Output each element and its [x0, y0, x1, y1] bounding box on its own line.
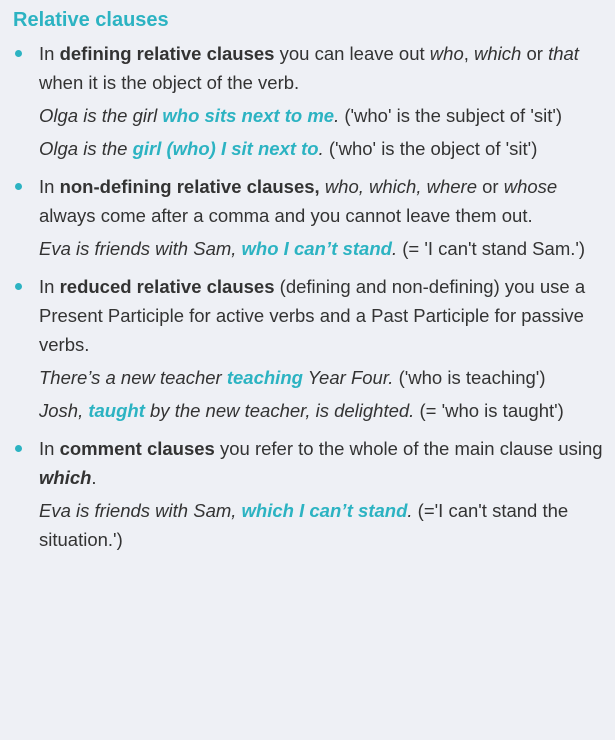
- pronoun: who, which, where: [324, 176, 477, 197]
- example-note: (= 'I can't stand Sam.'): [397, 238, 586, 259]
- example-note: ('who' is the subject of 'sit'): [339, 105, 563, 126]
- rule-keyword: comment clauses: [59, 438, 215, 459]
- rule-text: In non-defining relative clauses, who, which, where or whose always come after a comma and you cannot leave them out.: [39, 176, 558, 226]
- rule-keyword: defining relative clauses: [59, 43, 275, 64]
- example-note: ('who' is the object of 'sit'): [323, 138, 538, 159]
- rule-comment: [13, 434, 605, 554]
- example-sentence: Olga is the girl (who) I sit next to. ('who' is the object of 'sit'): [39, 138, 538, 159]
- example-sentence: Josh, taught by the new teacher, is delighted. (= 'who is taught'): [39, 400, 564, 421]
- bullet-icon: [15, 183, 22, 190]
- example-highlight: taught: [88, 400, 145, 421]
- rule-text: In comment clauses you refer to the whole of the main clause using which.: [39, 438, 603, 488]
- pronoun: that: [548, 43, 579, 64]
- pronoun: which: [474, 43, 522, 64]
- example-note: ('who is teaching'): [393, 367, 546, 388]
- example-highlight: teaching: [226, 367, 303, 388]
- section-title: Relative clauses: [13, 9, 169, 31]
- rule-text: In defining relative clauses you can leave out who, which or that when it is the object of the verb.: [39, 43, 579, 93]
- example-note: (= 'who is taught'): [414, 400, 564, 421]
- bullet-icon: [15, 283, 22, 290]
- example-sentence: Olga is the girl who sits next to me. ('who' is the subject of 'sit'): [39, 105, 563, 126]
- example-highlight: who I can’t stand: [241, 238, 392, 259]
- example-sentence: There’s a new teacher teaching Year Four. ('who is teaching'): [39, 367, 546, 388]
- rule-reduced: [13, 272, 605, 425]
- example-highlight: which I can’t stand: [241, 500, 408, 521]
- rules-list: [13, 39, 605, 554]
- rule-non-defining: [13, 172, 605, 263]
- example-highlight: who sits next to me: [162, 105, 335, 126]
- pronoun: whose: [503, 176, 558, 197]
- rule-keyword: non-defining relative clauses,: [59, 176, 320, 197]
- rule-keyword: reduced relative clauses: [59, 276, 275, 297]
- pronoun: who: [429, 43, 464, 64]
- rule-text: In reduced relative clauses (defining and non-defining) you use a Present Participle for active verbs and a Past Participle for passive verbs.: [39, 276, 586, 355]
- example-highlight: girl (who) I sit next to: [132, 138, 319, 159]
- rule-defining: [13, 39, 605, 163]
- example-sentence: Eva is friends with Sam, who I can’t stand. (= 'I can't stand Sam.'): [39, 238, 586, 259]
- pronoun: which: [39, 467, 92, 488]
- bullet-icon: [15, 445, 22, 452]
- bullet-icon: [15, 50, 22, 57]
- example-sentence: Eva is friends with Sam, which I can’t stand. (='I can't stand the situation.'): [39, 500, 569, 550]
- example-note: (='I can't stand the situation.'): [39, 500, 569, 550]
